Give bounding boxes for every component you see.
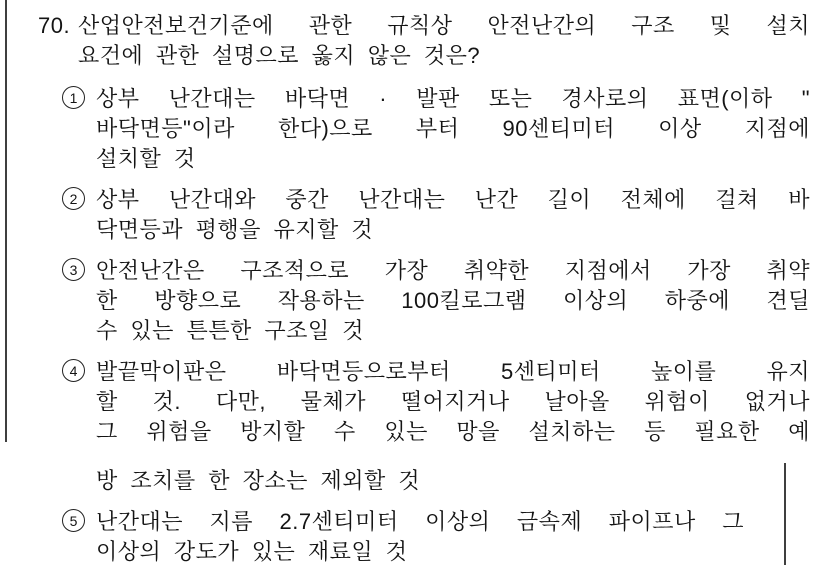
- option-1-marker: [62, 84, 96, 109]
- circled-number-icon: 2: [62, 187, 85, 210]
- option-1: [62, 84, 810, 174]
- option-5-line: 난간대는 지름 2.7센티미터 이상의 금속제 파이프나 그: [96, 509, 744, 534]
- option-4-marker: [62, 357, 96, 382]
- option-3: [62, 256, 810, 346]
- option-5-text: [96, 507, 810, 565]
- option-2-marker: [62, 185, 96, 210]
- option-3-text: [96, 256, 810, 346]
- option-4-line: 할 것. 다만, 물체가 떨어지거나 날아올 위험이 없거나: [96, 389, 810, 414]
- option-5-marker: [62, 507, 96, 532]
- circled-number-icon: 4: [62, 359, 85, 382]
- option-4-text: [96, 357, 810, 496]
- option-3-line: 한 방향으로 작용하는 100킬로그램 이상의 하중에 견딜: [96, 288, 810, 313]
- option-1-line: 설치할 것: [96, 146, 196, 171]
- question-70: [38, 11, 810, 71]
- option-2: [62, 185, 810, 245]
- circled-number-icon: 1: [62, 86, 85, 109]
- option-5: [62, 507, 810, 565]
- question-text-line: 요건에 관한 설명으로 옳지 않은 것은?: [78, 43, 481, 68]
- option-3-marker: [62, 256, 96, 281]
- option-5-line: 이상의 강도가 있는 재료일 것: [96, 539, 408, 564]
- option-1-text: [96, 84, 810, 174]
- question-number: 70.: [38, 13, 71, 38]
- option-2-line: 상부 난간대와 중간 난간대는 난간 길이 전체에 걸쳐 바: [96, 187, 810, 212]
- option-4-line: 발끝막이판은 바닥면등으로부터 5센티미터 높이를 유지: [96, 359, 810, 384]
- column-break-gap: [96, 447, 810, 466]
- option-3-line: 안전난간은 구조적으로 가장 취약한 지점에서 가장 취약: [96, 258, 810, 283]
- question-text-line: 산업안전보건기준에 관한 규칙상 안전난간의 구조 및 설치: [78, 13, 810, 38]
- option-1-line: 상부 난간대는 바닥면 · 발판 또는 경사로의 표면(이하 ": [96, 86, 810, 111]
- circled-number-icon: 5: [62, 509, 85, 532]
- option-4: [62, 357, 810, 496]
- circled-number-icon: 3: [62, 258, 85, 281]
- option-2-line: 닥면등과 평행을 유지할 것: [96, 217, 374, 242]
- question-text: [78, 11, 810, 71]
- option-2-text: [96, 185, 810, 245]
- option-1-line: 바닥면등"이라 한다)으로 부터 90센티미터 이상 지점에: [96, 116, 810, 141]
- option-4-line: 그 위험을 방지할 수 있는 망을 설치하는 등 필요한 예: [96, 419, 810, 444]
- option-4-line: 방 조치를 한 장소는 제외할 것: [96, 468, 421, 493]
- option-3-line: 수 있는 튼튼한 구조일 것: [96, 318, 364, 343]
